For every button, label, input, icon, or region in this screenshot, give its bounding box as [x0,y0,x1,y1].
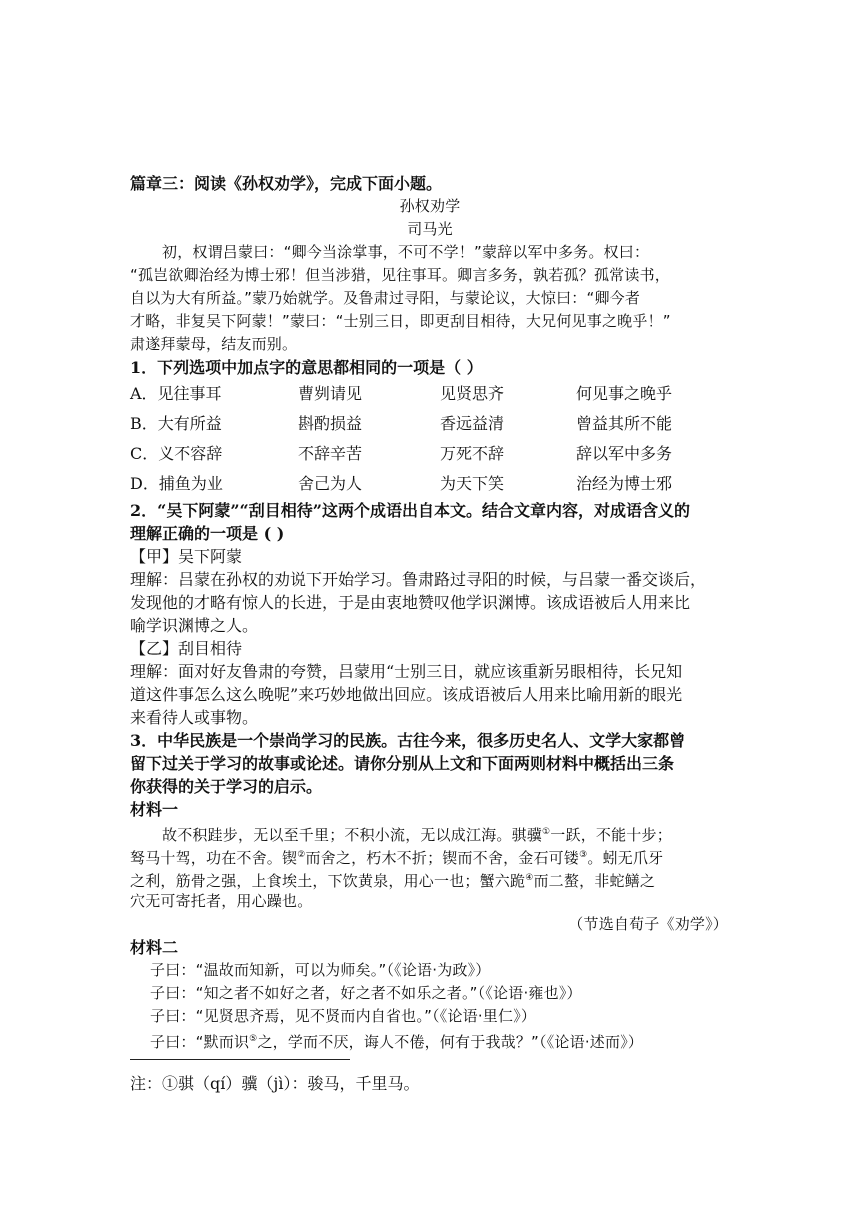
option-item: 香远益清 [440,414,505,433]
question-1-options [130,379,730,499]
option-yi-text: 来看待人或事物。 [130,708,259,727]
material-2-line: 子曰：“见贤思齐焉，见不贤而内自省也。”（《论语·里仁》） [150,1007,537,1025]
option-yi-label: 【乙】刮目相待 [130,639,243,658]
option-item: 辞以军中多务 [576,444,673,463]
document-page [130,172,730,1095]
material-1-source: （节选自荀子《劝学》） [568,915,728,933]
question-3-stem: 你获得的关于学习的启示。 [130,777,323,796]
material-1-body [130,821,730,936]
question-3-stem: 留下过关于学习的故事或论述。请你分别从上文和下面两则材料中概括出三条 [130,754,675,773]
footnote-mark: ① [542,827,551,837]
footnote: 注：①骐（qí）骥（jì）：骏马，千里马。 [130,1074,420,1093]
footnote-mark: ③ [579,850,588,860]
material-1-label: 材料一 [130,800,179,819]
footnote-mark: ② [297,850,306,860]
question-2-stem: 理解正确的一项是 ( ) [130,524,285,543]
option-item: 不辞辛苦 [298,444,363,463]
question-2-stem: 2．“吴下阿蒙”“刮目相待”这两个成语出自本文。结合文章内容，对成语含义的 [130,501,690,520]
material-2-label: 材料二 [130,938,179,957]
passage-title: 孙权劝学 [399,197,461,215]
option-item: 何见事之晚乎 [576,384,673,403]
material-2-body [130,959,730,1051]
material-1-line: 之利，筋骨之强，上食埃土，下饮黄泉，用心一也；蟹六跪④而二螯，非蛇鳝之 [130,872,656,890]
passage-line: 自以为大有所益。”蒙乃始就学。及鲁肃过寻阳，与蒙论议，大惊曰：“卿今者 [130,289,641,307]
passage-author: 司马光 [407,220,453,238]
passage-line: “孤岂欲卿治经为博士邪！但当涉猎，见往事耳。卿言多务，孰若孤？孤常读书， [130,266,670,284]
option-yi-text: 理解：面对好友鲁肃的夸赞，吕蒙用“士别三日，就应该重新另眼相待，长兄知 [130,662,683,681]
option-item: 治经为博士邪 [576,474,673,493]
option-item: 斟酌损益 [298,414,363,433]
option-item: 曹刿请见 [298,384,363,403]
option-jia-text: 喻学识渊博之人。 [130,616,259,635]
option-row-d [130,469,730,499]
footnote-divider [130,1059,350,1060]
option-item: D．捕鱼为业 [130,474,223,493]
material-1-line: 故不积跬步，无以至千里；不积小流，无以成江海。骐骥①一跃，不能十步； [162,826,672,844]
option-item: B．大有所益 [130,414,222,433]
option-jia-text: 发现他的才略有惊人的长进，于是由衷地赞叹他学识渊博。该成语被后人用来比 [130,593,691,612]
option-row-a [130,379,730,409]
option-item: 见贤思齐 [440,384,505,403]
option-item: 万死不辞 [440,444,505,463]
option-yi-text: 道这件事怎么这么晚呢”来巧妙地做出回应。该成语被后人用来比喻用新的眼光 [130,685,683,704]
option-item: 舍己为人 [298,474,363,493]
option-row-c [130,439,730,469]
passage-body [130,241,730,356]
footnote-mark: ⑤ [249,1034,258,1044]
material-1-line: 驽马十驾，功在不舍。锲②而舍之，朽木不折；锲而不舍，金石可镂③。蚓无爪牙 [130,849,664,867]
material-1-line: 穴无可寄托者，用心躁也。 [130,892,313,910]
passage-line: 才略，非复吴下阿蒙！”蒙曰：“士别三日，即更刮目相待，大兄何见事之晚乎！” [130,312,671,330]
option-item: A．见往事耳 [130,384,222,403]
material-2-line: 子曰：“温故而知新，可以为师矣。”（《论语·为政》） [150,961,491,979]
option-row-b [130,409,730,439]
option-item: 曾益其所不能 [576,414,673,433]
option-jia-text: 理解：吕蒙在孙权的劝说下开始学习。鲁肃路过寻阳的时候，与吕蒙一番交谈后， [130,570,707,589]
material-2-line: 子曰：“知之者不如好之者，好之者不如乐之者。”（《论语·雍也》） [150,984,582,1002]
section-title: 篇章三：阅读《孙权劝学》，完成下面小题。 [130,174,443,193]
option-item: C．义不容辞 [130,444,223,463]
question-1-stem: 1．下列选项中加点字的意思都相同的一项是（ ） [130,358,483,377]
option-jia-label: 【甲】吴下阿蒙 [130,547,243,566]
question-3-stem: 3．中华民族是一个崇尚学习的民族。古往今来，很多历史名人、文学大家都曾 [130,731,686,750]
passage-line: 肃遂拜蒙母，结友而别。 [130,335,298,353]
material-2-line: 子曰：“默而识⑤之，学而不厌，诲人不倦，何有于我哉？”（《论语·述而》） [150,1033,644,1051]
footnote-mark: ④ [525,873,534,883]
option-item: 为天下笑 [440,474,505,493]
passage-line: 初，权谓吕蒙曰：“卿今当涂掌事，不可不学！”蒙辞以军中多务。权曰： [162,243,650,261]
